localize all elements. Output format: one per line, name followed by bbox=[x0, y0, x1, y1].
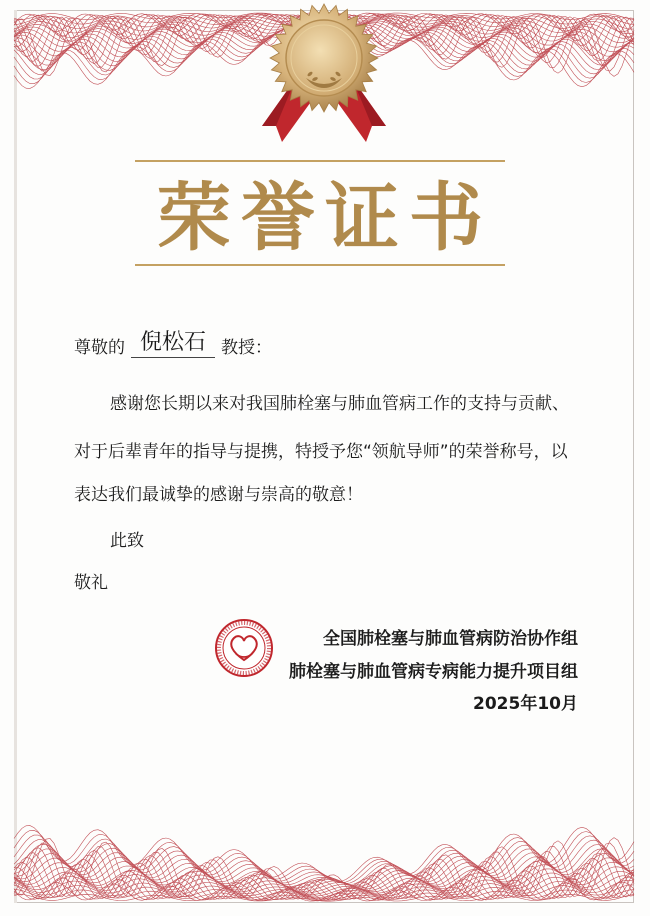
salutation bbox=[74, 322, 272, 358]
issuer-line-1: 全国肺栓塞与肺血管病防治协作组 bbox=[323, 629, 578, 649]
body-line-3: 表达我们最诚挚的感谢与崇高的敬意！ bbox=[74, 485, 363, 505]
title-rule-bottom bbox=[135, 264, 505, 266]
closing-jingli: 敬礼 bbox=[74, 573, 108, 593]
certificate-title: 荣誉证书 bbox=[157, 175, 493, 261]
organization-seal-icon bbox=[214, 618, 274, 678]
bottom-guilloche-band bbox=[14, 826, 634, 902]
salutation-suffix: 教授： bbox=[221, 338, 272, 358]
recipient-name: 倪松石 bbox=[131, 329, 215, 358]
issuer-line-2: 肺栓塞与肺血管病专病能力提升项目组 bbox=[289, 662, 578, 682]
salutation-prefix: 尊敬的 bbox=[74, 338, 125, 358]
closing-cizhi: 此致 bbox=[110, 531, 144, 551]
body-line-2: 对于后辈青年的指导与提携，特授予您“领航导师”的荣誉称号，以 bbox=[74, 442, 568, 462]
body-line-1: 感谢您长期以来对我国肺栓塞与肺血管病工作的支持与贡献、 bbox=[110, 394, 569, 414]
issue-date: 2025年10月 bbox=[473, 694, 578, 714]
